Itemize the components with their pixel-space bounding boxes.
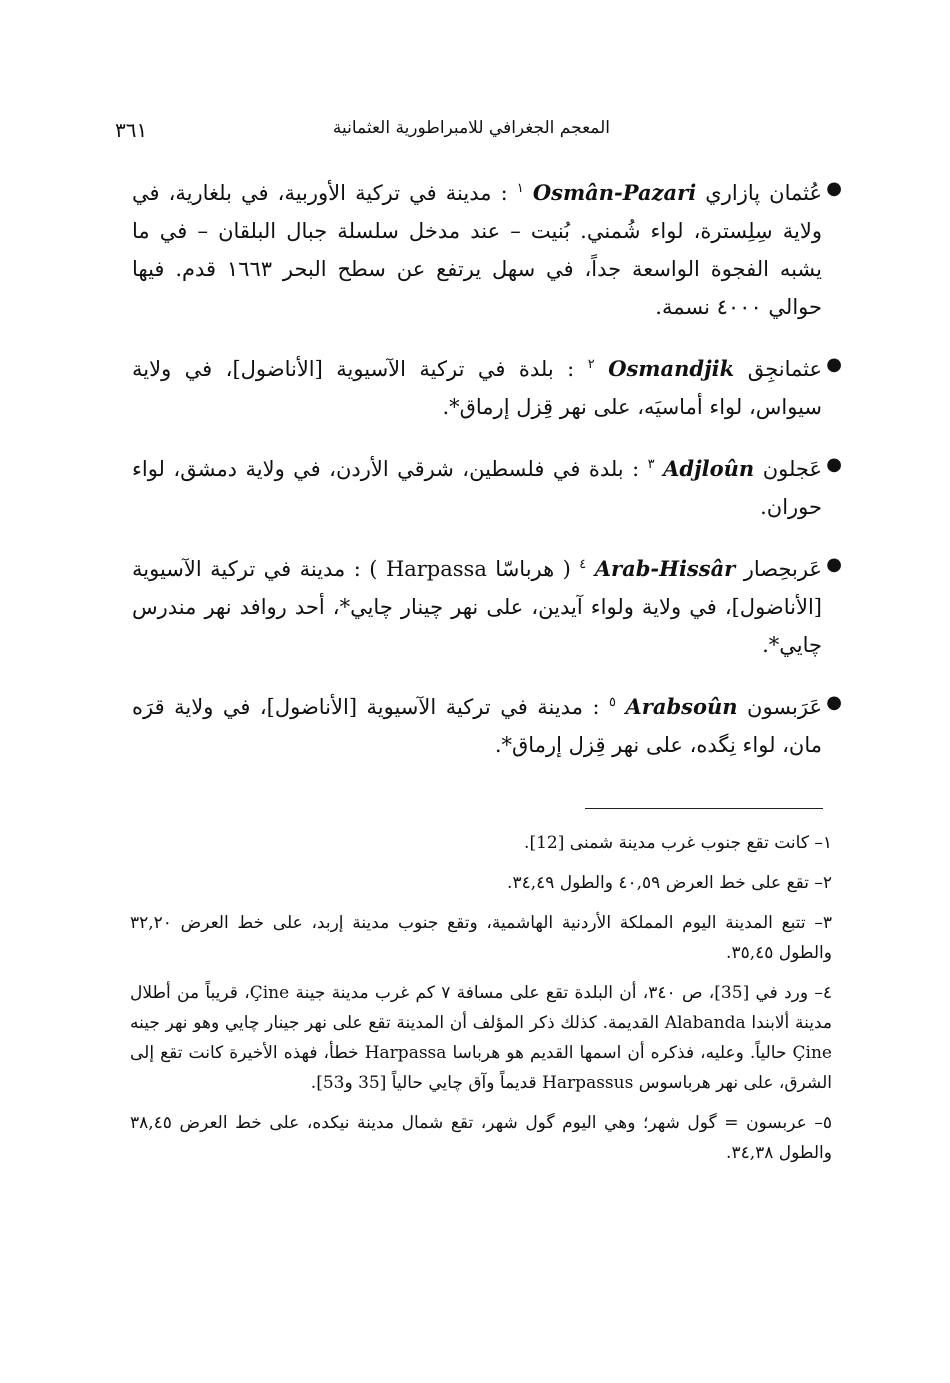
entry-osman-pazari xyxy=(132,170,842,326)
entry-name-ar: عَربحِصار xyxy=(743,557,822,581)
entry-name-ar: عَرَبسون xyxy=(747,695,822,719)
footnotes xyxy=(130,828,832,1178)
bullet-icon: ● xyxy=(826,554,842,575)
entry-text: : مدينة في تركية الآسيوية [الأناضول]، في ولاية قرَه مان، لواء نِگده، على نهر قِزل إرماق*. xyxy=(132,695,822,757)
entry-adjloun xyxy=(132,446,842,526)
entry-name-latin: Osmandjik xyxy=(608,356,735,381)
entry-arabsoun xyxy=(132,684,842,764)
entry-name-latin: Arab-Hissâr xyxy=(594,556,736,581)
entry-text: : بلدة في فلسطين، شرقي الأردن، في ولاية دمشق، لواء حوران. xyxy=(132,457,822,519)
footnote-3: ٣– تتبع المدينة اليوم المملكة الأردنية الهاشمية، وتقع جنوب مدينة إربد، على خط العرض ٣٢,٢٠ والطول ٣٥,٤٥. xyxy=(130,913,832,963)
entry-alt-name: ( هرباسّا Harpassa ) xyxy=(369,557,571,581)
running-title: المعجم الجغرافي للامبراطورية العثمانية xyxy=(332,118,610,138)
entry-name-latin: Arabsoûn xyxy=(625,694,738,719)
page-header xyxy=(115,118,825,148)
entry-name-latin: Adjloûn xyxy=(663,456,755,481)
entry-name-latin: Osmân-Pazari xyxy=(532,180,697,205)
footnote-ref: ١ xyxy=(516,181,524,196)
entries-list xyxy=(132,170,842,784)
entry-text: : مدينة في تركية الآسيوية [الأناضول]، في ولاية ولواء آيدين، على نهر چينار چايي*، أحد روافد نهر مندرس چايي*. xyxy=(132,557,822,657)
bullet-icon: ● xyxy=(826,354,842,375)
entry-name-ar: عثمانجِق xyxy=(747,357,823,381)
footnote-1: ١– كانت تقع جنوب غرب مدينة شمنى [12]. xyxy=(524,833,832,853)
footnote-2: ٢– تقع على خط العرض ٤٠,٥٩ والطول ٣٤,٤٩. xyxy=(507,873,832,893)
entry-arab-hissar xyxy=(132,546,842,664)
bullet-icon: ● xyxy=(826,454,842,475)
footnote-ref: ٣ xyxy=(647,457,655,472)
page-number: ٣٦١ xyxy=(115,118,148,142)
bullet-icon: ● xyxy=(826,692,842,713)
bullet-icon: ● xyxy=(826,178,842,199)
footnote-ref: ٢ xyxy=(587,357,595,372)
footnote-divider xyxy=(585,808,823,809)
entry-name-ar: عُثمان پازاري xyxy=(705,181,822,205)
footnote-5: ٥– عربسون = گول شهر؛ وهي اليوم گول شهر، تقع شمال مدينة نيكده، على خط العرض ٣٨,٤٥ والطول ٣٤,٣٨. xyxy=(130,1113,832,1163)
entry-osmandjik xyxy=(132,346,842,426)
footnote-4: ٤– ورد في [35]، ص ٣٤٠، أن البلدة تقع على مسافة ٧ كم غرب مدينة جينة Çine، قريباً من أطلال مدينة ألابندا Alabanda القديمة. كذلك ذكر المؤلف أن المدينة تقع على نهر جينار چايي وهو نهر جينه Çine حالياً. وعليه، فذكره أن اسمها القديم هو هرباسا Harpassa خطأ، فهذه الأخيرة كانت تقع إلى الشرق، على نهر هرباسوس Harpassus قديماً وآق چايي حالياً [35 و53]. xyxy=(130,983,832,1093)
entry-name-ar: عَجلون xyxy=(762,457,822,481)
entry-text: : مدينة في تركية الأوربية، في بلغارية، في ولاية سِلِسترة، لواء شُمني. بُنيت – عند مدخل سلسلة جبال البلقان – في ما يشبه الفجوة الواسعة جداً، في سهل يرتفع عن سطح البحر ١٦٦٣ قدم. فيها حوالي ٤٠٠٠ نسمة. xyxy=(132,181,822,319)
footnote-ref: ٤ xyxy=(579,557,587,572)
footnote-ref: ٥ xyxy=(609,695,617,710)
entry-text: : بلدة في تركية الآسيوية [الأناضول]، في ولاية سيواس، لواء أماسيَه، على نهر قِزل إرماق*. xyxy=(132,357,822,419)
